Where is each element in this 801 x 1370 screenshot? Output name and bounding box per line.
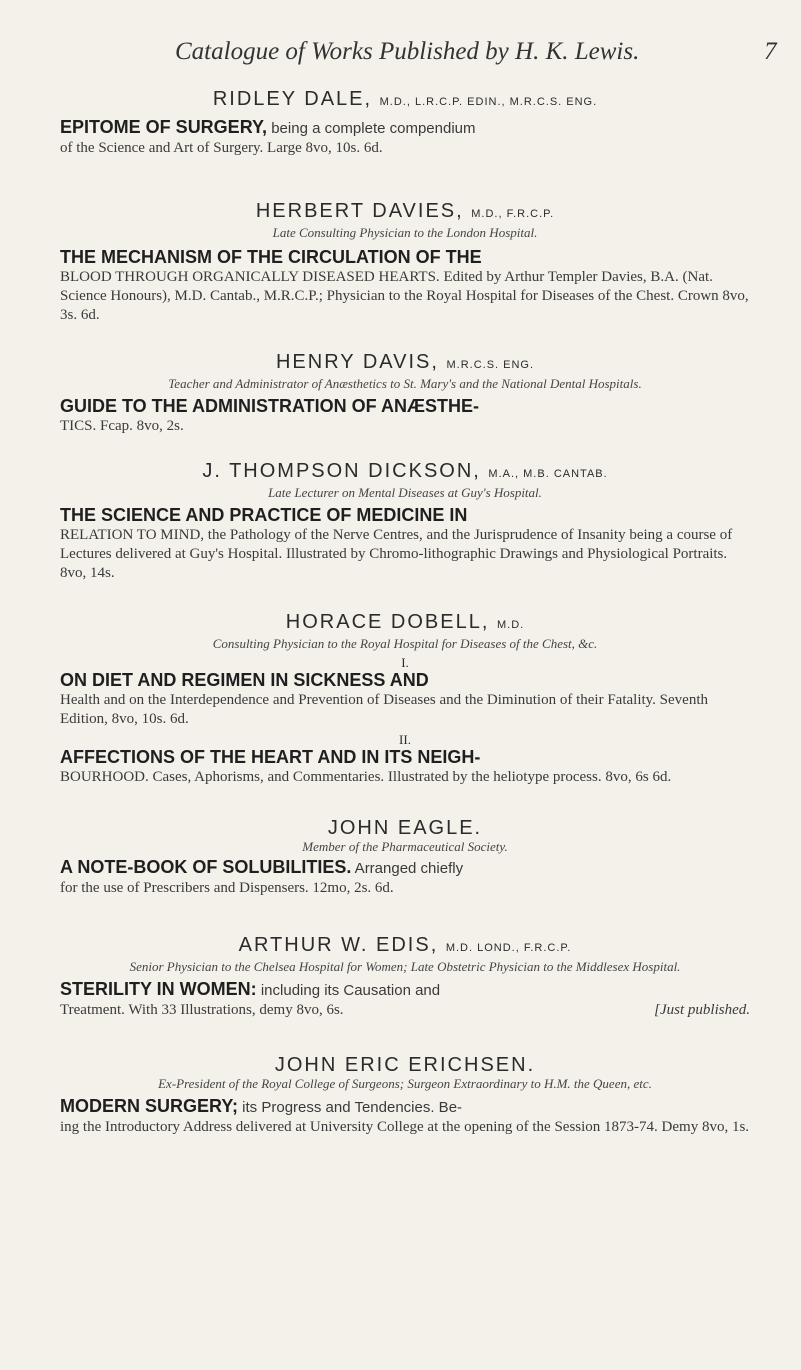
book-detail: for the use of Prescribers and Dispensers. 12mo, 2s. 6d. — [60, 880, 394, 896]
catalogue-entries — [60, 88, 750, 1137]
book-title-rest: being a complete compendium — [267, 120, 476, 137]
author-label: ARTHUR W. EDIS, — [238, 934, 439, 956]
author-name — [60, 200, 750, 225]
book-title: THE MECHANISM OF THE CIRCULATION OF THE — [60, 247, 482, 267]
entry-arthur-edis — [60, 934, 750, 1020]
author-position: Late Lecturer on Mental Diseases at Guy's Hospital. — [268, 485, 542, 500]
entry-thompson-dickson — [60, 460, 750, 583]
part-numeral: II. — [399, 732, 411, 747]
author-label: JOHN ERIC ERICHSEN. — [274, 1054, 536, 1076]
author-degrees: M.D. LOND., F.R.C.P. — [445, 942, 572, 954]
author-degrees: M.D., L.R.C.P. EDIN., M.R.C.S. ENG. — [379, 96, 598, 108]
book-detail — [60, 768, 750, 787]
book-title: AFFECTIONS OF THE HEART AND IN ITS NEIGH- — [60, 747, 481, 767]
book-detail-text: the Pathology of the Nerve Centres, and the Jurisprudence of Insanity being a course of Lectures delivered at Guy's Hospital. Illustrated by Chromo-lithographic Drawings and Physiological Portraits. 8vo, 14s. — [60, 527, 733, 581]
book-detail-text: Edited by Arthur Templer Davies, B.A. (Nat. Science Honours), M.D. Cantab., M.R.C.P.; Physician to the Royal Hospital for Diseases of the Chest. Crown 8vo, 3s. 6d. — [60, 269, 749, 323]
author-degrees: M.D. — [496, 619, 525, 631]
author-name — [60, 611, 750, 636]
author-name — [60, 934, 750, 959]
book-title-rest: its Progress and Tendencies. Be- — [238, 1099, 463, 1116]
author-name — [60, 817, 750, 839]
book-detail-caps: RELATION TO MIND, — [60, 527, 205, 543]
book-title — [60, 857, 750, 879]
book-detail-caps: TICS. — [60, 418, 97, 434]
author-position: Consulting Physician to the Royal Hospital for Diseases of the Chest, &c. — [212, 636, 598, 651]
book-title: THE SCIENCE AND PRACTICE OF MEDICINE IN — [60, 505, 468, 525]
author-label: HORACE DOBELL, — [285, 611, 490, 633]
author-name — [60, 351, 750, 376]
running-head: Catalogue of Works Published by H. K. Lewis. — [175, 38, 640, 65]
book-title-rest: Arranged chiefly — [351, 860, 464, 877]
book-detail: Health and on the Interdependence and Prevention of Diseases and the Diminution of their Fatality. Seventh Edition, 8vo, 10s. 6d. — [60, 692, 709, 727]
author-name — [60, 460, 750, 485]
entry-john-eagle — [60, 817, 750, 898]
entry-herbert-davies — [60, 200, 750, 325]
publication-note: [Just published. — [654, 1002, 750, 1018]
book-title: GUIDE TO THE ADMINISTRATION OF ANÆSTHE- — [60, 396, 479, 416]
part-numeral: I. — [401, 655, 409, 670]
author-label: J. THOMPSON DICKSON, — [202, 460, 481, 482]
author-degrees: M.D., F.R.C.P. — [471, 208, 555, 220]
book-title — [60, 117, 750, 139]
author-position: Ex-President of the Royal College of Surgeons; Surgeon Extraordinary to H.M. the Queen, etc. — [158, 1076, 652, 1091]
book-detail — [60, 417, 750, 436]
author-position: Late Consulting Physician to the London Hospital. — [272, 225, 538, 240]
entry-ridley-dale — [60, 88, 750, 158]
author-degrees: M.R.C.S. ENG. — [446, 359, 535, 371]
book-title: ON DIET AND REGIMEN IN SICKNESS AND — [60, 670, 429, 690]
book-detail-caps: BOURHOOD. — [60, 769, 149, 785]
entry-horace-dobell — [60, 611, 750, 787]
book-detail-text: Cases, Aphorisms, and Commentaries. Illustrated by the heliotype process. 8vo, 6s 6d. — [152, 769, 672, 785]
entry-henry-davis — [60, 351, 750, 436]
author-label: HENRY DAVIS, — [275, 351, 439, 373]
author-label: RIDLEY DALE, — [212, 88, 373, 110]
book-title-text: STERILITY IN WOMEN: — [60, 979, 257, 999]
book-title-rest: including its Causation and — [256, 982, 441, 999]
author-position: Senior Physician to the Chelsea Hospital for Women; Late Obstetric Physician to the Middlesex Hospital. — [129, 959, 681, 974]
book-detail — [60, 1001, 750, 1020]
author-name — [60, 88, 750, 113]
book-detail: of the Science and Art of Surgery. Large 8vo, 10s. 6d. — [60, 140, 383, 156]
author-label: HERBERT DAVIES, — [255, 200, 464, 222]
book-detail — [60, 268, 750, 325]
author-position: Teacher and Administrator of Anæsthetics to St. Mary's and the National Dental Hospitals. — [168, 376, 642, 391]
author-degrees: M.A., M.B. CANTAB. — [488, 468, 608, 480]
book-detail-text: Treatment. With 33 Illustrations, demy 8vo, 6s. — [60, 1002, 344, 1018]
book-detail — [60, 526, 750, 583]
page-number: 7 — [764, 38, 777, 65]
book-detail-text: Fcap. 8vo, 2s. — [100, 418, 184, 434]
author-name — [60, 1054, 750, 1076]
book-detail-caps: BLOOD THROUGH ORGANICALLY DISEASED HEARTS. — [60, 269, 440, 285]
author-label: JOHN EAGLE. — [327, 817, 483, 839]
book-title-text: A NOTE-BOOK OF SOLUBILITIES. — [60, 857, 352, 877]
book-title — [60, 1096, 750, 1118]
entry-erichsen — [60, 1054, 750, 1137]
book-title — [60, 979, 750, 1001]
book-detail: ing the Introductory Address delivered at University College at the opening of the Session 1873-74. Demy 8vo, 1s. — [60, 1119, 750, 1135]
book-title-text: EPITOME OF SURGERY, — [60, 117, 268, 137]
book-title-text: MODERN SURGERY; — [60, 1096, 239, 1116]
author-position: Member of the Pharmaceutical Society. — [302, 839, 508, 854]
